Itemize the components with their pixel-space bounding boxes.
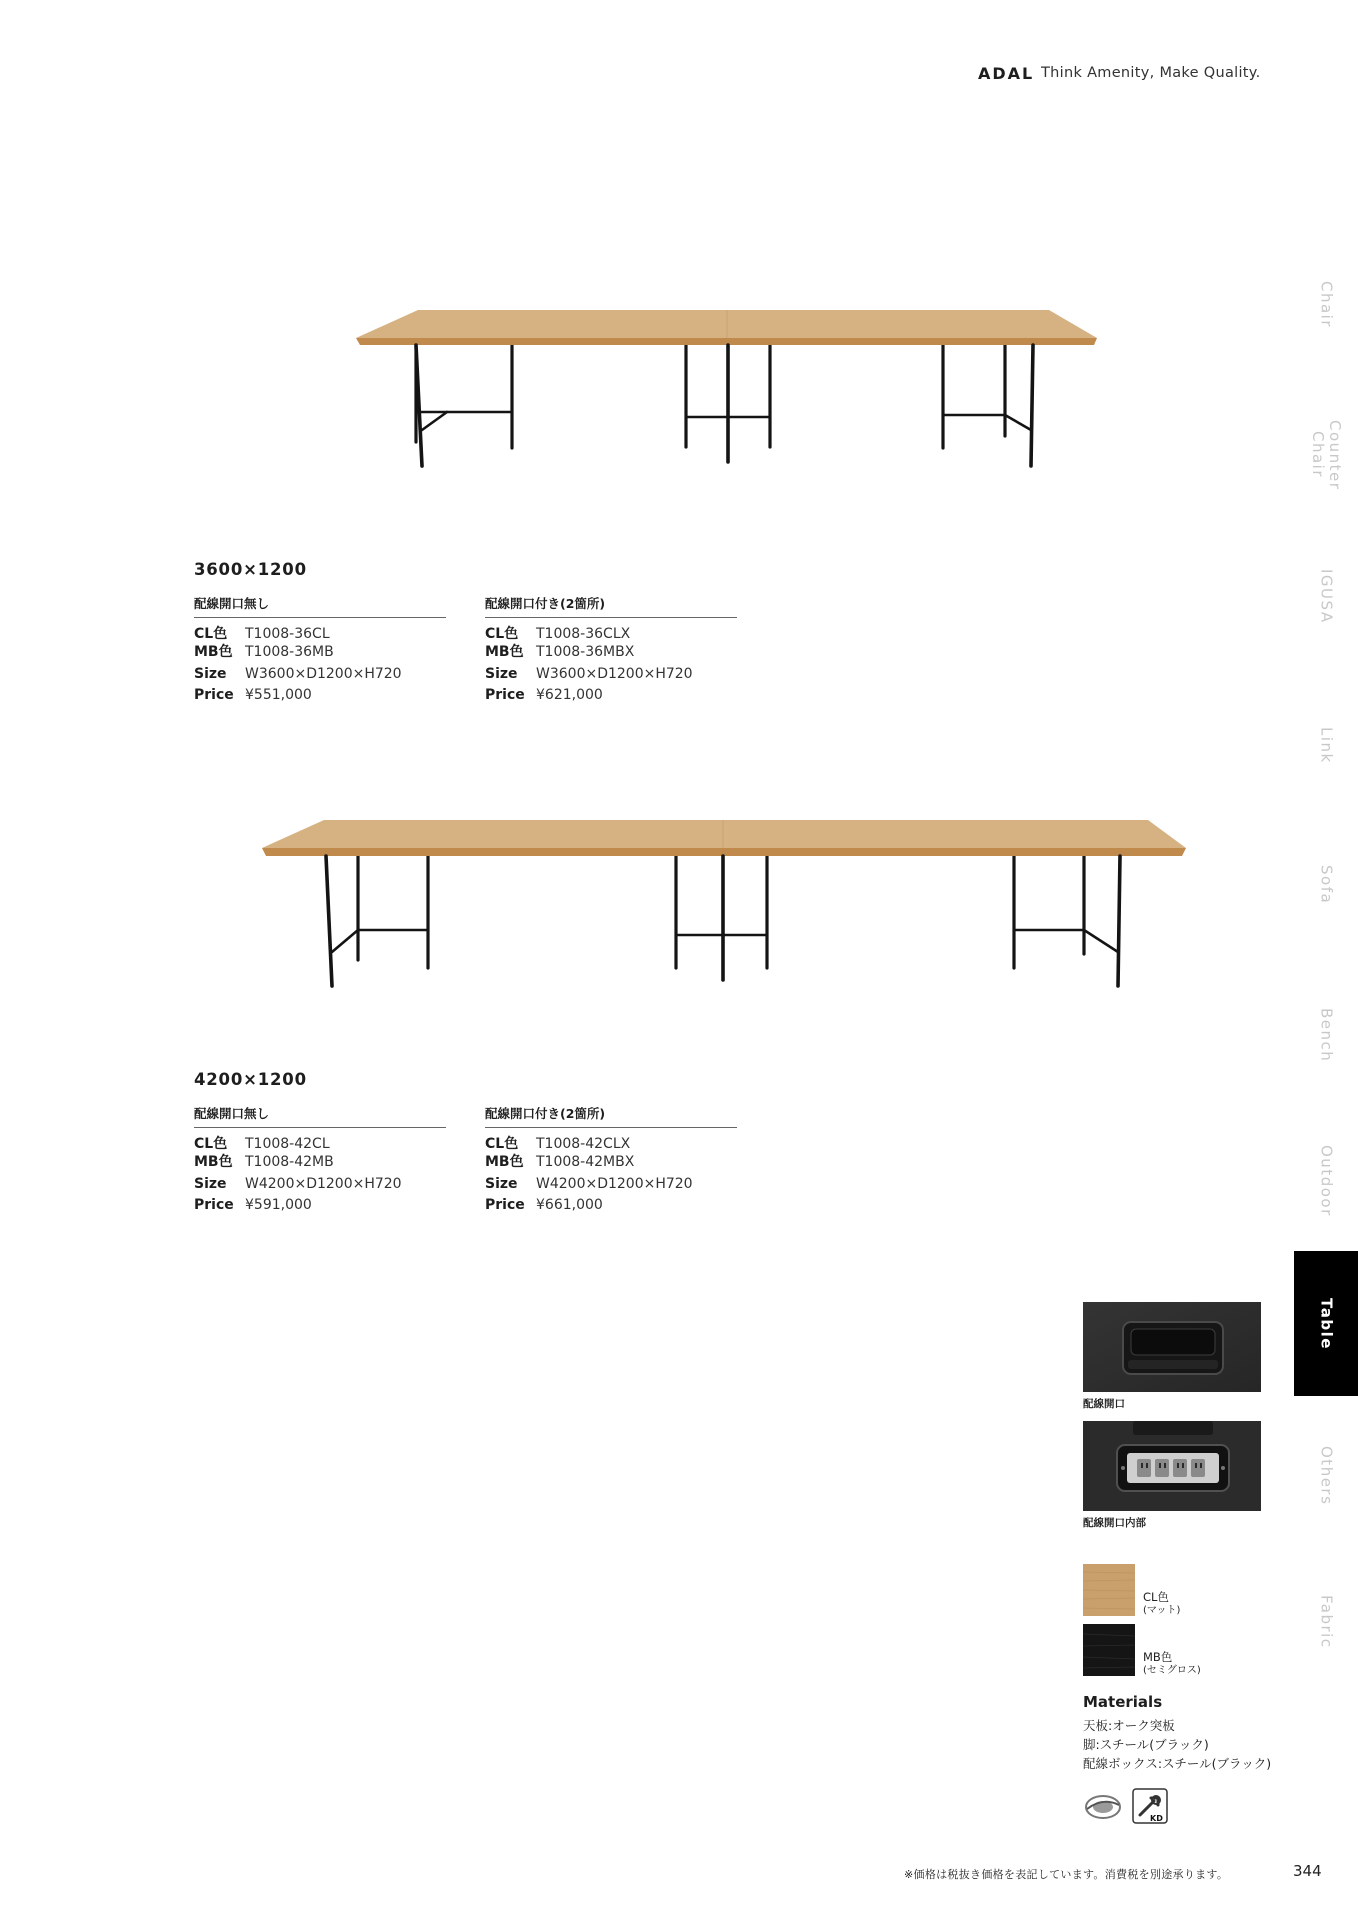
swatch-name: MB色 — [1143, 1650, 1173, 1664]
nav-tab-label: Sofa — [1317, 865, 1336, 905]
spec-block — [194, 594, 446, 705]
size-label: Size — [194, 666, 227, 682]
nav-tab-bench[interactable] — [1294, 995, 1358, 1075]
nav-tab-label: Table — [1317, 1297, 1336, 1350]
photo-caption: 配線開口内部 — [1083, 1517, 1146, 1529]
brand-name: ADAL — [978, 64, 1035, 83]
product-code: T1008-42MB — [245, 1153, 334, 1170]
material-line: 天板:オーク突板 — [1083, 1718, 1175, 1733]
materials-title: Materials — [1083, 1693, 1163, 1711]
swatch-finish: (マット) — [1143, 1605, 1181, 1616]
table-3600-image — [350, 300, 1105, 475]
price-label: Price — [194, 686, 234, 703]
swatch-cl-oak — [1083, 1564, 1135, 1616]
price-footnote: ※価格は税抜き価格を表記しています。消費税を別途承ります。 — [904, 1868, 1229, 1881]
price: ¥591,000 — [245, 1196, 312, 1213]
swatch-label — [1143, 1591, 1180, 1617]
spec-heading: 配線開口付き(2箇所) — [485, 1104, 737, 1128]
dimensions: W4200×D1200×H720 — [536, 1176, 693, 1192]
product-code: T1008-42CLX — [536, 1136, 631, 1152]
price-label: Price — [194, 1196, 234, 1213]
material-line: 配線ボックス:スチール(ブラック) — [1083, 1756, 1272, 1771]
spec-block — [194, 1104, 446, 1215]
price-label: Price — [485, 686, 525, 703]
size-title: 4200×1200 — [194, 1070, 307, 1089]
nav-tab-sofa[interactable] — [1294, 850, 1358, 920]
spec-block — [485, 594, 737, 705]
nav-tab-counter-chair[interactable] — [1294, 400, 1358, 510]
color-label: CL色 — [485, 1136, 519, 1152]
knockdown-kd-icon — [1132, 1788, 1168, 1824]
nav-tab-label: Chair — [1317, 281, 1336, 329]
nav-tab-outdoor[interactable] — [1294, 1133, 1358, 1229]
nav-tab-label: Link — [1317, 726, 1336, 764]
product-code: T1008-36MBX — [536, 643, 635, 660]
color-label: CL色 — [194, 1136, 228, 1152]
dimensions: W3600×D1200×H720 — [245, 666, 402, 682]
color-label: CL色 — [485, 626, 519, 642]
brand-tagline: Think Amenity, Make Quality. — [1041, 65, 1261, 81]
price: ¥661,000 — [536, 1196, 603, 1213]
nav-tab-label: Others — [1317, 1446, 1336, 1506]
product-code: T1008-36MB — [245, 643, 334, 660]
nav-tab-others[interactable] — [1294, 1428, 1358, 1524]
swatch-label — [1143, 1651, 1201, 1677]
color-label: MB色 — [485, 1153, 524, 1170]
price-label: Price — [485, 1196, 525, 1213]
size-title: 3600×1200 — [194, 560, 307, 579]
nav-tab-label: Bench — [1317, 1007, 1336, 1063]
nav-tab-label: Outdoor — [1317, 1145, 1336, 1217]
table-4200-image — [258, 812, 1190, 994]
photo-caption: 配線開口 — [1083, 1398, 1125, 1410]
color-label: MB色 — [194, 1153, 233, 1170]
color-label: MB色 — [194, 643, 233, 660]
size-label: Size — [194, 1176, 227, 1192]
price: ¥551,000 — [245, 686, 312, 703]
nav-tab-fabric[interactable] — [1294, 1580, 1358, 1664]
product-code: T1008-36CL — [245, 626, 330, 642]
swatch-finish: (セミグロス) — [1143, 1665, 1201, 1676]
color-label: MB色 — [485, 643, 524, 660]
spec-heading: 配線開口無し — [194, 1104, 446, 1128]
product-code: T1008-42MBX — [536, 1153, 635, 1170]
dimensions: W4200×D1200×H720 — [245, 1176, 402, 1192]
size-label: Size — [485, 1176, 518, 1192]
swatch-mb-black — [1083, 1624, 1135, 1676]
kd-label: KD — [1150, 1814, 1163, 1823]
nav-tab-link[interactable] — [1294, 710, 1358, 780]
nav-tab-label: IGUSA — [1317, 568, 1336, 624]
material-line: 脚:スチール(ブラック) — [1083, 1737, 1209, 1752]
nav-tab-table[interactable] — [1294, 1251, 1358, 1396]
spec-heading: 配線開口無し — [194, 594, 446, 618]
dimensions: W3600×D1200×H720 — [536, 666, 693, 682]
color-label: CL色 — [194, 626, 228, 642]
product-code: T1008-36CLX — [536, 626, 631, 642]
spec-block — [485, 1104, 737, 1215]
nav-tab-igusa[interactable] — [1294, 556, 1358, 636]
nav-tab-label: Fabric — [1317, 1595, 1336, 1649]
wiring-opening-photo — [1083, 1302, 1261, 1392]
nav-tab-chair[interactable] — [1294, 262, 1358, 348]
price: ¥621,000 — [536, 686, 603, 703]
product-code: T1008-42CL — [245, 1136, 330, 1152]
green-purchase-icon — [1083, 1792, 1123, 1822]
spec-heading: 配線開口付き(2箇所) — [485, 594, 737, 618]
nav-tab-label: Counter Chair — [1309, 419, 1344, 491]
swatch-name: CL色 — [1143, 1590, 1169, 1604]
page-number: 344 — [1293, 1862, 1322, 1880]
size-label: Size — [485, 666, 518, 682]
wiring-interior-photo — [1083, 1421, 1261, 1511]
